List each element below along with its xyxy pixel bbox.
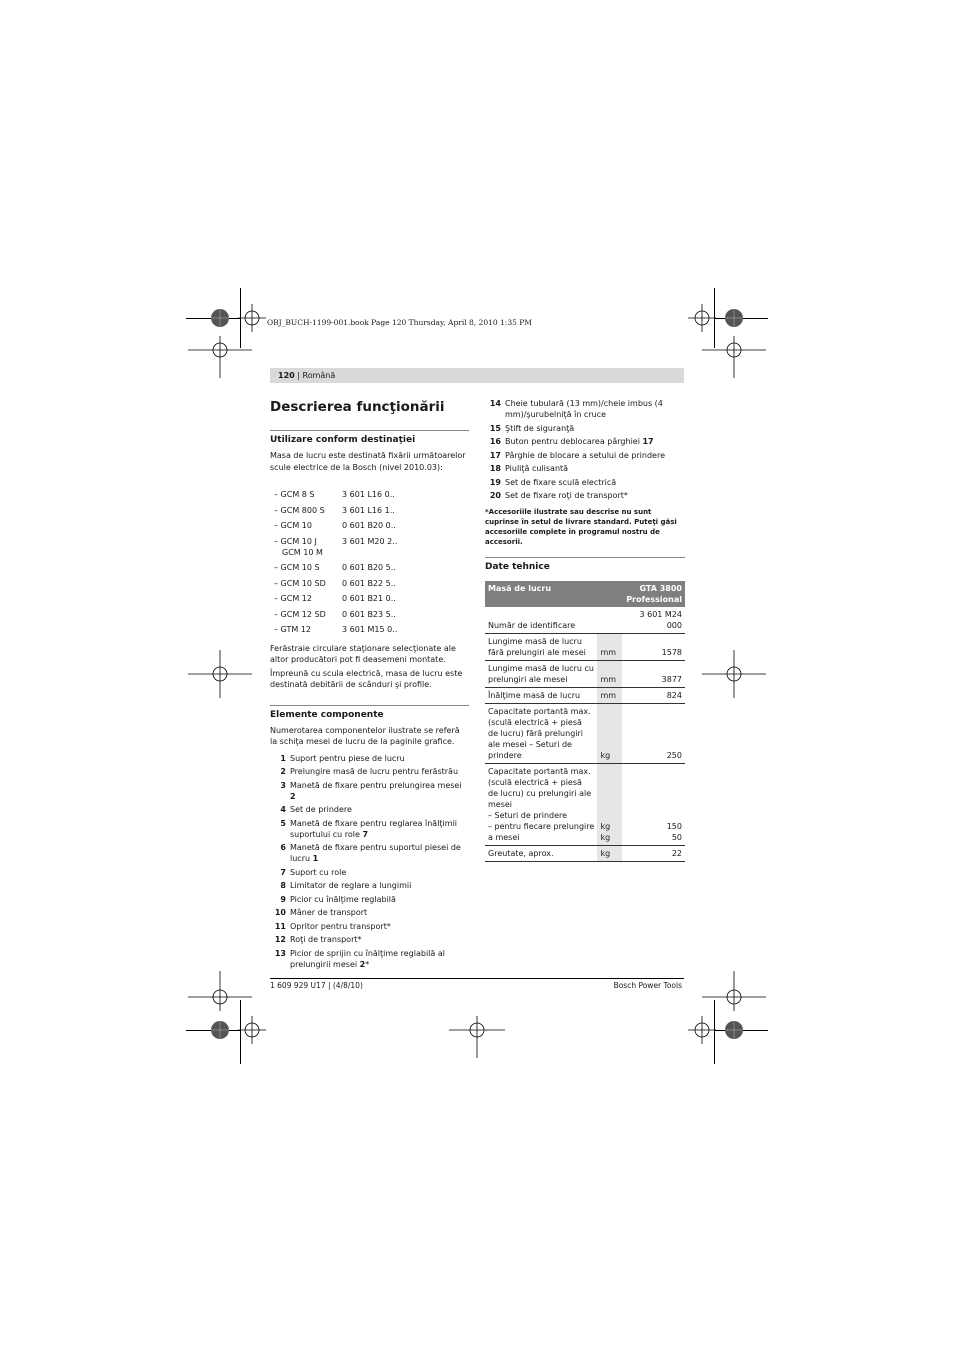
print-header: OBJ_BUCH-1199-001.book Page 120 Thursday, April 8, 2010 1:35 PM — [267, 318, 532, 327]
table-row: Număr de identificare 3 601 M24 000 — [485, 607, 685, 634]
model-row: – GCM 12 SD 0 601 B23 5.. — [274, 609, 396, 619]
page-header-bar: 120 | Română — [270, 368, 684, 383]
list-item: 10 Mâner de transport — [274, 908, 368, 917]
intended-use-heading: Utilizare conform destinaţiei — [270, 430, 469, 446]
model-row: – GCM 12 0 601 B21 0.. — [274, 594, 396, 603]
list-item: 17 Pârghie de blocare a setului de prindere — [489, 450, 666, 460]
right-column — [485, 398, 685, 862]
intended-use-intro: Masa de lucru este destinată fixării următoarelor scule electrice de la Bosch (nivel 2010.03): — [270, 451, 466, 472]
components-list-right — [485, 398, 685, 501]
models-list — [270, 489, 469, 635]
table-row: Greutate, aprox. kg 22 — [485, 845, 685, 861]
table-row: Înălţime masă de lucru mm 824 — [485, 687, 685, 703]
tech-col-label: Masă de lucru — [485, 581, 622, 607]
list-item: 12 Roţi de transport* — [274, 935, 362, 944]
intended-use-para2: Împreună cu scula electrică, masa de lucru este destinată debitării de scânduri şi profile. — [270, 668, 463, 689]
page-language: Română — [302, 371, 336, 380]
footer-left: 1 609 929 U17 | (4/8/10) — [270, 981, 363, 990]
page-number: 120 — [278, 371, 295, 380]
tech-heading: Date tehnice — [485, 557, 685, 573]
footer-rule — [270, 978, 684, 979]
list-item: 14 Cheie tubulară (13 mm)/cheie imbus (4 mm)/şurubelniţă în cruce — [489, 399, 663, 419]
table-row: Capacitate portantă max. (sculă electrică + piesă de lucru) cu prelungiri ale mesei – Seturi de prindere – pentru fiecare prelungire a mesei kg kg 150 50 — [485, 763, 685, 845]
list-item: 20 Set de fixare roţi de transport* — [489, 491, 628, 500]
left-column — [270, 398, 469, 972]
list-item: 4 Set de prindere — [280, 805, 352, 814]
list-item: 16 Buton pentru deblocarea pârghiei 17 — [489, 437, 654, 446]
list-item: 3 Manetă de fixare pentru prelungirea mesei 2 — [280, 780, 462, 801]
list-item: 19 Set de fixare sculă electrică — [489, 477, 617, 487]
intended-use-para1: Ferăstraie circulare staţionare selecţionate ale altor producători pot fi deasemeni montate. — [270, 643, 456, 664]
model-row: – GCM 10 SD 0 601 B22 5.. — [274, 578, 396, 588]
tech-col-model: GTA 3800 Professional — [622, 581, 685, 607]
components-intro: Numerotarea componentelor ilustrate se referă la schiţa mesei de lucru de la paginile grafice. — [270, 725, 460, 746]
table-row: Capacitate portantă max. (sculă electrică + piesă de lucru) fără prelungiri ale mesei – Seturi de prindere kg 250 — [485, 703, 685, 763]
list-item: 5 Manetă de fixare pentru reglarea înălţimii suportului cu role 7 — [280, 818, 458, 839]
model-row: – GCM 10 S 0 601 B20 5.. — [274, 563, 396, 572]
list-item: 18 Piuliţă culisantă — [489, 464, 569, 473]
list-item: 6 Manetă de fixare pentru suportul piesei de lucru 1 — [280, 843, 461, 863]
model-row: – GCM 8 S 3 601 L16 0.. — [274, 490, 395, 499]
list-item: 1 Suport pentru piese de lucru — [280, 753, 405, 763]
accessories-note: *Accesoriile ilustrate sau descrise nu sunt cuprinse în setul de livrare standard. Puteţi găsi accesoriile complete în programul nostru de accesorii. — [485, 507, 677, 546]
table-row: Lungime masă de lucru cu prelungiri ale mesei mm 3877 — [485, 660, 685, 687]
list-item: 13 Picior de sprijin cu înălţime reglabilă al prelungirii mesei 2* — [274, 948, 445, 969]
list-item: 15 Ştift de siguranţă — [489, 423, 575, 433]
list-item: 2 Prelungire masă de lucru pentru ferăstrău — [280, 767, 459, 776]
model-row: – GCM 800 S 3 601 L16 1.. — [274, 505, 395, 515]
list-item: 11 Opritor pentru transport* — [274, 921, 391, 931]
page-title: Descrierea funcţionării — [270, 399, 445, 415]
model-row: – GCM 10 0 601 B20 0.. — [274, 521, 396, 530]
table-row: Lungime masă de lucru fără prelungiri ale mesei mm 1578 — [485, 633, 685, 660]
footer-right: Bosch Power Tools — [613, 981, 682, 990]
components-heading: Elemente componente — [270, 705, 469, 721]
list-item: 8 Limitator de reglare a lungimii — [280, 881, 412, 890]
model-row: – GCM 10 J GCM 10 M 3 601 M20 2.. — [274, 536, 398, 557]
components-list-left — [270, 753, 469, 970]
tech-table — [485, 581, 685, 862]
list-item: 9 Picior cu înălţime reglabilă — [280, 894, 396, 904]
model-row: – GTM 12 3 601 M15 0.. — [274, 625, 398, 634]
list-item: 7 Suport cu role — [280, 867, 347, 877]
